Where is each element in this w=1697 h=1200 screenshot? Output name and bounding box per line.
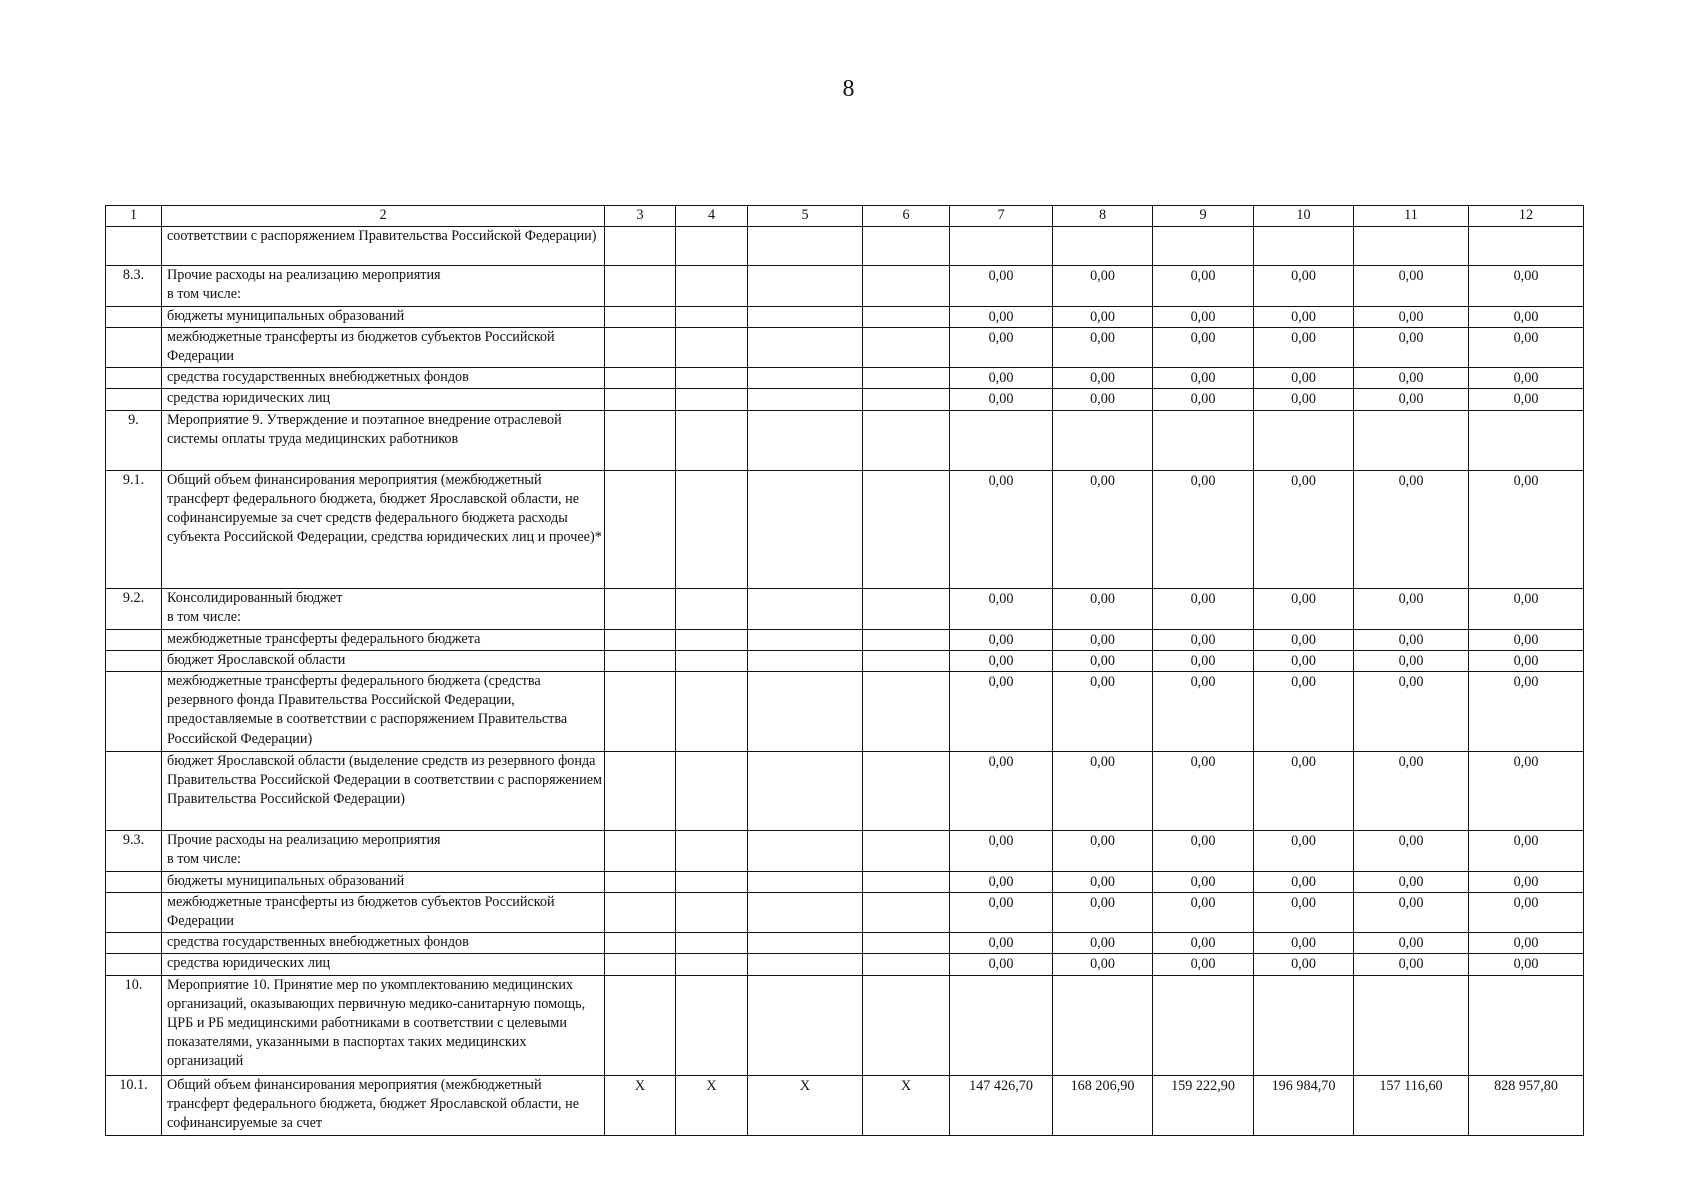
value-cell-col-5 xyxy=(748,954,863,975)
value-cell-col-5 xyxy=(748,307,863,328)
value-cell-col-6 xyxy=(863,389,950,410)
column-header-2: 2 xyxy=(162,206,605,227)
value-cell-col-4 xyxy=(676,266,748,307)
value-cell-col-9 xyxy=(1153,227,1254,266)
value-cell-col-9: 159 222,90 xyxy=(1153,1075,1254,1135)
value-cell-col-10: 0,00 xyxy=(1254,831,1354,872)
value-cell-col-9: 0,00 xyxy=(1153,933,1254,954)
value-cell-col-6 xyxy=(863,266,950,307)
value-cell-col-12: 0,00 xyxy=(1469,752,1584,831)
value-cell-col-10 xyxy=(1254,975,1354,1075)
value-cell-col-6 xyxy=(863,588,950,629)
value-cell-col-4 xyxy=(676,410,748,470)
column-header-12: 12 xyxy=(1469,206,1584,227)
table-row xyxy=(106,672,1584,752)
row-description: средства государственных внебюджетных фондов xyxy=(162,933,605,954)
value-cell-col-11: 0,00 xyxy=(1354,368,1469,389)
value-cell-col-11: 0,00 xyxy=(1354,872,1469,893)
value-cell-col-5 xyxy=(748,872,863,893)
value-cell-col-3 xyxy=(605,470,676,588)
column-header-1: 1 xyxy=(106,206,162,227)
value-cell-col-10: 0,00 xyxy=(1254,933,1354,954)
value-cell-col-7: 0,00 xyxy=(950,893,1053,933)
row-number xyxy=(106,954,162,975)
value-cell-col-3 xyxy=(605,328,676,368)
table-row xyxy=(106,470,1584,588)
value-cell-col-6 xyxy=(863,328,950,368)
value-cell-col-12: 0,00 xyxy=(1469,893,1584,933)
column-header-9: 9 xyxy=(1153,206,1254,227)
value-cell-col-3 xyxy=(605,266,676,307)
value-cell-col-9 xyxy=(1153,975,1254,1075)
value-cell-col-10: 0,00 xyxy=(1254,752,1354,831)
value-cell-col-8: 0,00 xyxy=(1053,389,1153,410)
value-cell-col-10: 0,00 xyxy=(1254,389,1354,410)
value-cell-col-3 xyxy=(605,893,676,933)
value-cell-col-12: 0,00 xyxy=(1469,266,1584,307)
value-cell-col-8: 0,00 xyxy=(1053,752,1153,831)
table-row xyxy=(106,954,1584,975)
value-cell-col-9: 0,00 xyxy=(1153,629,1254,650)
value-cell-col-12: 0,00 xyxy=(1469,328,1584,368)
value-cell-col-11: 0,00 xyxy=(1354,328,1469,368)
value-cell-col-11: 0,00 xyxy=(1354,588,1469,629)
value-cell-col-3 xyxy=(605,650,676,671)
value-cell-col-6 xyxy=(863,975,950,1075)
value-cell-col-11 xyxy=(1354,227,1469,266)
table-row xyxy=(106,307,1584,328)
row-description: межбюджетные трансферты федерального бюджета xyxy=(162,629,605,650)
row-description: межбюджетные трансферты из бюджетов субъектов Российской Федерации xyxy=(162,328,605,368)
row-number xyxy=(106,227,162,266)
value-cell-col-7: 0,00 xyxy=(950,933,1053,954)
value-cell-col-8: 168 206,90 xyxy=(1053,1075,1153,1135)
value-cell-col-9: 0,00 xyxy=(1153,672,1254,752)
value-cell-col-6 xyxy=(863,307,950,328)
value-cell-col-4 xyxy=(676,307,748,328)
value-cell-col-5 xyxy=(748,752,863,831)
table-row xyxy=(106,650,1584,671)
value-cell-col-11: 0,00 xyxy=(1354,893,1469,933)
value-cell-col-12: 0,00 xyxy=(1469,470,1584,588)
value-cell-col-4 xyxy=(676,954,748,975)
value-cell-col-7: 0,00 xyxy=(950,872,1053,893)
value-cell-col-7 xyxy=(950,227,1053,266)
value-cell-col-10: 0,00 xyxy=(1254,672,1354,752)
value-cell-col-5 xyxy=(748,975,863,1075)
value-cell-col-3 xyxy=(605,954,676,975)
row-description: бюджеты муниципальных образований xyxy=(162,872,605,893)
table-row xyxy=(106,893,1584,933)
value-cell-col-4 xyxy=(676,629,748,650)
value-cell-col-4 xyxy=(676,975,748,1075)
row-description: средства юридических лиц xyxy=(162,389,605,410)
row-description: Мероприятие 10. Принятие мер по укомплектованию медицинских организаций, оказывающих первичную медико-санитарную помощь, ЦРБ и РБ медицинскими работниками в соответствии с целевыми показателями, указанными в паспортах таких медицинских организаций xyxy=(162,975,605,1075)
value-cell-col-6 xyxy=(863,410,950,470)
value-cell-col-10: 0,00 xyxy=(1254,470,1354,588)
value-cell-col-9: 0,00 xyxy=(1153,650,1254,671)
row-number xyxy=(106,389,162,410)
column-header-3: 3 xyxy=(605,206,676,227)
value-cell-col-11: 157 116,60 xyxy=(1354,1075,1469,1135)
value-cell-col-4: X xyxy=(676,1075,748,1135)
value-cell-col-5 xyxy=(748,650,863,671)
row-description: межбюджетные трансферты из бюджетов субъектов Российской Федерации xyxy=(162,893,605,933)
value-cell-col-10: 0,00 xyxy=(1254,328,1354,368)
row-number: 9.3. xyxy=(106,831,162,872)
value-cell-col-12 xyxy=(1469,410,1584,470)
column-header-7: 7 xyxy=(950,206,1053,227)
value-cell-col-6 xyxy=(863,227,950,266)
budget-table xyxy=(105,205,1584,1136)
row-number xyxy=(106,368,162,389)
value-cell-col-10: 0,00 xyxy=(1254,588,1354,629)
column-header-6: 6 xyxy=(863,206,950,227)
value-cell-col-8: 0,00 xyxy=(1053,307,1153,328)
value-cell-col-11 xyxy=(1354,410,1469,470)
value-cell-col-7: 0,00 xyxy=(950,650,1053,671)
table-body xyxy=(106,206,1584,1136)
value-cell-col-11: 0,00 xyxy=(1354,933,1469,954)
row-number: 9. xyxy=(106,410,162,470)
value-cell-col-8: 0,00 xyxy=(1053,629,1153,650)
value-cell-col-9: 0,00 xyxy=(1153,307,1254,328)
value-cell-col-10: 0,00 xyxy=(1254,872,1354,893)
table-row xyxy=(106,266,1584,307)
value-cell-col-5: X xyxy=(748,1075,863,1135)
value-cell-col-11 xyxy=(1354,975,1469,1075)
value-cell-col-3 xyxy=(605,307,676,328)
row-number xyxy=(106,672,162,752)
value-cell-col-7: 0,00 xyxy=(950,672,1053,752)
value-cell-col-6 xyxy=(863,672,950,752)
value-cell-col-6 xyxy=(863,650,950,671)
row-description: средства юридических лиц xyxy=(162,954,605,975)
row-description: соответствии с распоряжением Правительства Российской Федерации) xyxy=(162,227,605,266)
value-cell-col-5 xyxy=(748,410,863,470)
value-cell-col-9: 0,00 xyxy=(1153,389,1254,410)
value-cell-col-3 xyxy=(605,629,676,650)
value-cell-col-7: 0,00 xyxy=(950,389,1053,410)
value-cell-col-3 xyxy=(605,831,676,872)
row-number xyxy=(106,650,162,671)
value-cell-col-3 xyxy=(605,588,676,629)
value-cell-col-10: 0,00 xyxy=(1254,650,1354,671)
value-cell-col-4 xyxy=(676,893,748,933)
value-cell-col-10: 0,00 xyxy=(1254,266,1354,307)
value-cell-col-8: 0,00 xyxy=(1053,831,1153,872)
value-cell-col-6 xyxy=(863,831,950,872)
value-cell-col-11: 0,00 xyxy=(1354,629,1469,650)
value-cell-col-9: 0,00 xyxy=(1153,872,1254,893)
value-cell-col-5 xyxy=(748,672,863,752)
value-cell-col-3 xyxy=(605,872,676,893)
value-cell-col-7: 0,00 xyxy=(950,954,1053,975)
value-cell-col-12: 0,00 xyxy=(1469,389,1584,410)
table-row xyxy=(106,389,1584,410)
table-row xyxy=(106,588,1584,629)
row-description: Общий объем финансирования мероприятия (межбюджетный трансферт федерального бюджета, бюджет Ярославской области, не софинансируемые за счет средств федерального бюджета расходы субъекта Российской Федерации, средства юридических лиц и прочее)* xyxy=(162,470,605,588)
table-row xyxy=(106,831,1584,872)
table-row xyxy=(106,752,1584,831)
page-number: 8 xyxy=(842,76,855,102)
value-cell-col-7: 0,00 xyxy=(950,588,1053,629)
value-cell-col-4 xyxy=(676,588,748,629)
row-number xyxy=(106,933,162,954)
value-cell-col-7: 0,00 xyxy=(950,470,1053,588)
value-cell-col-7: 0,00 xyxy=(950,831,1053,872)
value-cell-col-5 xyxy=(748,470,863,588)
column-header-4: 4 xyxy=(676,206,748,227)
row-description: Консолидированный бюджет в том числе: xyxy=(162,588,605,629)
row-number xyxy=(106,752,162,831)
value-cell-col-7: 147 426,70 xyxy=(950,1075,1053,1135)
column-header-8: 8 xyxy=(1053,206,1153,227)
value-cell-col-12 xyxy=(1469,975,1584,1075)
value-cell-col-8 xyxy=(1053,410,1153,470)
row-description: Прочие расходы на реализацию мероприятия в том числе: xyxy=(162,831,605,872)
value-cell-col-6 xyxy=(863,368,950,389)
value-cell-col-7: 0,00 xyxy=(950,368,1053,389)
value-cell-col-8: 0,00 xyxy=(1053,933,1153,954)
value-cell-col-10: 0,00 xyxy=(1254,629,1354,650)
value-cell-col-8: 0,00 xyxy=(1053,368,1153,389)
value-cell-col-3 xyxy=(605,227,676,266)
value-cell-col-5 xyxy=(748,389,863,410)
value-cell-col-8: 0,00 xyxy=(1053,650,1153,671)
value-cell-col-8: 0,00 xyxy=(1053,672,1153,752)
value-cell-col-11: 0,00 xyxy=(1354,650,1469,671)
table-row xyxy=(106,368,1584,389)
row-number xyxy=(106,307,162,328)
value-cell-col-9: 0,00 xyxy=(1153,470,1254,588)
table-row xyxy=(106,629,1584,650)
value-cell-col-6 xyxy=(863,954,950,975)
value-cell-col-8: 0,00 xyxy=(1053,588,1153,629)
value-cell-col-4 xyxy=(676,470,748,588)
value-cell-col-12: 0,00 xyxy=(1469,933,1584,954)
table-row xyxy=(106,933,1584,954)
value-cell-col-6 xyxy=(863,752,950,831)
row-description: средства государственных внебюджетных фондов xyxy=(162,368,605,389)
value-cell-col-10: 196 984,70 xyxy=(1254,1075,1354,1135)
value-cell-col-10 xyxy=(1254,410,1354,470)
value-cell-col-9: 0,00 xyxy=(1153,831,1254,872)
row-description: Общий объем финансирования мероприятия (межбюджетный трансферт федерального бюджета, бюджет Ярославской области, не софинансируемые за счет xyxy=(162,1075,605,1135)
value-cell-col-6 xyxy=(863,470,950,588)
value-cell-col-12: 0,00 xyxy=(1469,672,1584,752)
value-cell-col-3 xyxy=(605,389,676,410)
value-cell-col-5 xyxy=(748,933,863,954)
value-cell-col-8 xyxy=(1053,227,1153,266)
value-cell-col-9: 0,00 xyxy=(1153,328,1254,368)
column-header-row xyxy=(106,206,1584,227)
row-number: 10.1. xyxy=(106,1075,162,1135)
value-cell-col-7: 0,00 xyxy=(950,629,1053,650)
value-cell-col-11: 0,00 xyxy=(1354,954,1469,975)
value-cell-col-11: 0,00 xyxy=(1354,307,1469,328)
value-cell-col-3 xyxy=(605,975,676,1075)
value-cell-col-11: 0,00 xyxy=(1354,831,1469,872)
value-cell-col-4 xyxy=(676,831,748,872)
row-number xyxy=(106,872,162,893)
value-cell-col-6: X xyxy=(863,1075,950,1135)
value-cell-col-8: 0,00 xyxy=(1053,872,1153,893)
value-cell-col-9: 0,00 xyxy=(1153,752,1254,831)
value-cell-col-5 xyxy=(748,227,863,266)
row-number xyxy=(106,328,162,368)
value-cell-col-6 xyxy=(863,629,950,650)
value-cell-col-7 xyxy=(950,410,1053,470)
value-cell-col-10: 0,00 xyxy=(1254,954,1354,975)
value-cell-col-3: X xyxy=(605,1075,676,1135)
value-cell-col-12: 828 957,80 xyxy=(1469,1075,1584,1135)
value-cell-col-12: 0,00 xyxy=(1469,588,1584,629)
value-cell-col-12: 0,00 xyxy=(1469,368,1584,389)
value-cell-col-3 xyxy=(605,368,676,389)
value-cell-col-4 xyxy=(676,672,748,752)
row-number: 9.2. xyxy=(106,588,162,629)
value-cell-col-11: 0,00 xyxy=(1354,266,1469,307)
value-cell-col-6 xyxy=(863,933,950,954)
value-cell-col-8: 0,00 xyxy=(1053,470,1153,588)
value-cell-col-3 xyxy=(605,410,676,470)
value-cell-col-12: 0,00 xyxy=(1469,872,1584,893)
value-cell-col-7: 0,00 xyxy=(950,328,1053,368)
value-cell-col-10: 0,00 xyxy=(1254,893,1354,933)
value-cell-col-9: 0,00 xyxy=(1153,588,1254,629)
value-cell-col-8: 0,00 xyxy=(1053,954,1153,975)
value-cell-col-11: 0,00 xyxy=(1354,752,1469,831)
value-cell-col-4 xyxy=(676,872,748,893)
row-description: бюджет Ярославской области (выделение средств из резервного фонда Правительства Российской Федерации в соответствии с распоряжением Правительства Российской Федерации) xyxy=(162,752,605,831)
table-row xyxy=(106,872,1584,893)
value-cell-col-11: 0,00 xyxy=(1354,470,1469,588)
value-cell-col-3 xyxy=(605,752,676,831)
row-description: Прочие расходы на реализацию мероприятия в том числе: xyxy=(162,266,605,307)
value-cell-col-3 xyxy=(605,672,676,752)
row-number: 10. xyxy=(106,975,162,1075)
value-cell-col-9: 0,00 xyxy=(1153,368,1254,389)
value-cell-col-9: 0,00 xyxy=(1153,266,1254,307)
value-cell-col-10 xyxy=(1254,227,1354,266)
value-cell-col-5 xyxy=(748,266,863,307)
value-cell-col-7 xyxy=(950,975,1053,1075)
row-number: 9.1. xyxy=(106,470,162,588)
value-cell-col-9 xyxy=(1153,410,1254,470)
value-cell-col-10: 0,00 xyxy=(1254,307,1354,328)
row-number xyxy=(106,893,162,933)
value-cell-col-9: 0,00 xyxy=(1153,954,1254,975)
table-row xyxy=(106,227,1584,266)
row-description: межбюджетные трансферты федерального бюджета (средства резервного фонда Правительства Российской Федерации, предоставляемые в соответствии с распоряжением Правительства Российской Федерации) xyxy=(162,672,605,752)
value-cell-col-12: 0,00 xyxy=(1469,831,1584,872)
value-cell-col-4 xyxy=(676,933,748,954)
value-cell-col-9: 0,00 xyxy=(1153,893,1254,933)
value-cell-col-5 xyxy=(748,893,863,933)
value-cell-col-12: 0,00 xyxy=(1469,650,1584,671)
value-cell-col-4 xyxy=(676,650,748,671)
value-cell-col-4 xyxy=(676,328,748,368)
value-cell-col-8: 0,00 xyxy=(1053,266,1153,307)
value-cell-col-10: 0,00 xyxy=(1254,368,1354,389)
value-cell-col-11: 0,00 xyxy=(1354,389,1469,410)
value-cell-col-8: 0,00 xyxy=(1053,328,1153,368)
row-number xyxy=(106,629,162,650)
value-cell-col-7: 0,00 xyxy=(950,752,1053,831)
value-cell-col-3 xyxy=(605,933,676,954)
value-cell-col-12: 0,00 xyxy=(1469,954,1584,975)
value-cell-col-4 xyxy=(676,752,748,831)
value-cell-col-6 xyxy=(863,893,950,933)
table-row xyxy=(106,328,1584,368)
value-cell-col-5 xyxy=(748,629,863,650)
value-cell-col-12 xyxy=(1469,227,1584,266)
table-row xyxy=(106,975,1584,1075)
column-header-11: 11 xyxy=(1354,206,1469,227)
value-cell-col-5 xyxy=(748,831,863,872)
value-cell-col-5 xyxy=(748,328,863,368)
value-cell-col-4 xyxy=(676,389,748,410)
row-description: Мероприятие 9. Утверждение и поэтапное внедрение отраслевой системы оплаты труда медицинских работников xyxy=(162,410,605,470)
value-cell-col-5 xyxy=(748,368,863,389)
value-cell-col-6 xyxy=(863,872,950,893)
value-cell-col-12: 0,00 xyxy=(1469,629,1584,650)
value-cell-col-8: 0,00 xyxy=(1053,893,1153,933)
column-header-10: 10 xyxy=(1254,206,1354,227)
value-cell-col-4 xyxy=(676,368,748,389)
column-header-5: 5 xyxy=(748,206,863,227)
value-cell-col-12: 0,00 xyxy=(1469,307,1584,328)
value-cell-col-11: 0,00 xyxy=(1354,672,1469,752)
value-cell-col-5 xyxy=(748,588,863,629)
value-cell-col-7: 0,00 xyxy=(950,307,1053,328)
row-description: бюджеты муниципальных образований xyxy=(162,307,605,328)
value-cell-col-7: 0,00 xyxy=(950,266,1053,307)
row-number: 8.3. xyxy=(106,266,162,307)
row-description: бюджет Ярославской области xyxy=(162,650,605,671)
table-row xyxy=(106,1075,1584,1135)
value-cell-col-8 xyxy=(1053,975,1153,1075)
value-cell-col-4 xyxy=(676,227,748,266)
table-row xyxy=(106,410,1584,470)
